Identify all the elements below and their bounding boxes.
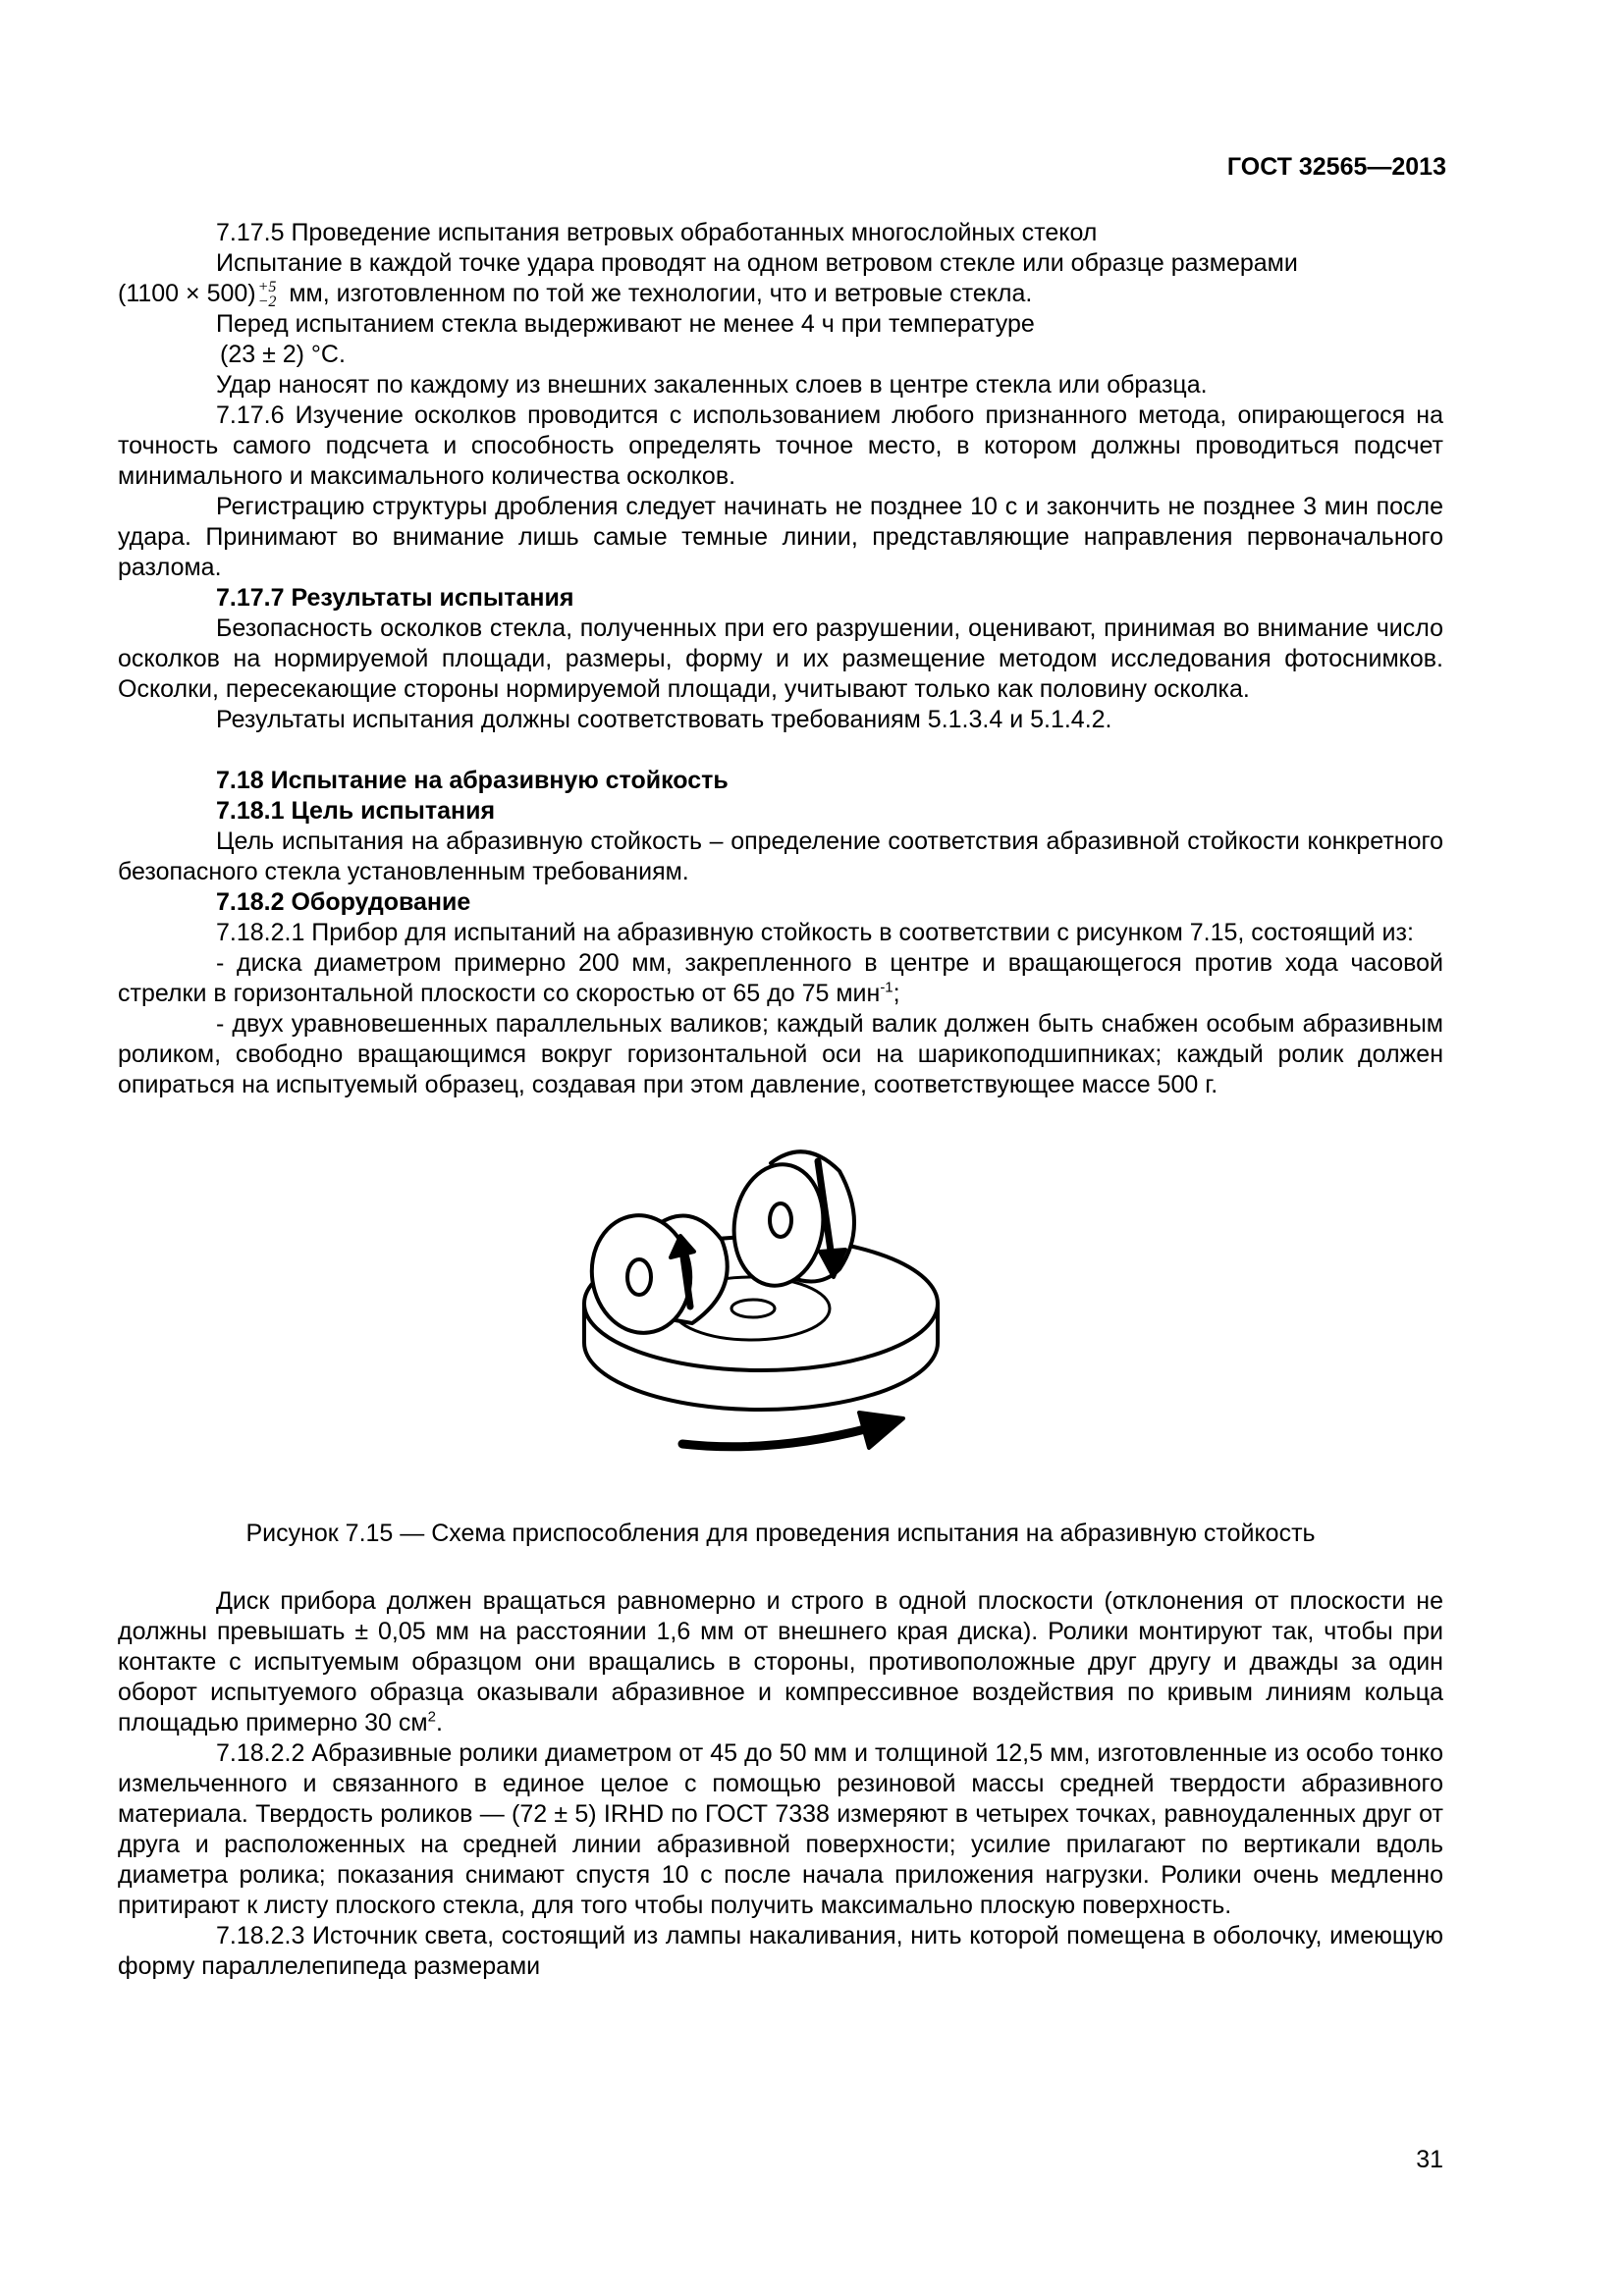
paragraph: Регистрацию структуры дробления следует начинать не позднее 10 с и закончить не позднее 3 мин после удара. Принимают во внимание лишь самые темные линии, представляющие направления первоначального разлома.	[118, 493, 1443, 582]
section-7-18-1-title: 7.18.1 Цель испытания	[216, 797, 496, 826]
paragraph	[118, 1586, 1443, 1738]
superscript: 2	[427, 1709, 436, 1727]
paragraph: Испытание в каждой точке удара проводят на одном ветровом стекле или образце размерами	[216, 249, 1298, 277]
paragraph: 7.18.2.1 Прибор для испытаний на абразивную стойкость в соответствии с рисунком 7.15, состоящий из:	[216, 919, 1414, 947]
paragraph: Цель испытания на абразивную стойкость – определение соответствия абразивной стойкости конкретного безопасного стекла установленным требованиям.	[118, 828, 1443, 886]
list-item: - двух уравновешенных параллельных валиков; каждый валик должен быть снабжен особым абразивным роликом, свободно вращающимся вокруг горизонтальной оси на шарикоподшипниках; каждый ролик должен опираться на испытуемый образец, создавая при этом давление, соответствующее массе 500 г.	[118, 1010, 1443, 1099]
superscript: -1	[880, 980, 893, 997]
paragraph: Результаты испытания должны соответствовать требованиям 5.1.3.4 и 5.1.4.2.	[216, 706, 1112, 734]
list-item-text: - диска диаметром примерно 200 мм, закрепленного в центре и вращающегося против хода часовой стрелки в горизонтальной плоскости со скоростью от 65 до 75 мин	[118, 949, 1443, 1008]
formula-line	[118, 279, 1443, 309]
rotation-arrow-head	[859, 1413, 903, 1448]
figure-7-15	[118, 1142, 1443, 1505]
paragraph-text: Диск прибора должен вращаться равномерно и строго в одной плоскости (отклонения от плоскости не должны превышать ± 0,05 мм на расстоянии 1,6 мм от внешнего края диска). Ролики монтируют так, чтобы при контакте с испытуемым образцом они вращались в стороны, противоположные друг другу и дважды за один оборот испытуемого образца оказывали абразивное и компрессивное воздействия по кривым линиям кольца площадью примерно 30 см	[118, 1587, 1443, 1737]
rotation-arrow	[682, 1428, 869, 1447]
section-7-17-6-paragraph: 7.17.6 Изучение осколков проводится с использованием любого признанного метода, опирающегося на точность самого подсчета и способность определять точное место, в котором должны проводиться подсчет минимального и максимального количества осколков.	[118, 401, 1443, 491]
paragraph: (23 ± 2) °С.	[220, 341, 346, 369]
section-7-18-2-title: 7.18.2 Оборудование	[216, 888, 471, 917]
formula-text: мм, изготовленном по той же технологии, что и ветровые стекла.	[282, 280, 1033, 307]
section-7-17-7-title: 7.17.7 Результаты испытания	[216, 584, 574, 613]
abrasion-apparatus-drawing	[574, 1142, 967, 1505]
paragraph: 7.18.2.2 Абразивные ролики диаметром от 45 до 50 мм и толщиной 12,5 мм, изготовленные из особо тонко измельченного и связанного в единое целое с помощью резиновой массы средней твердости абразивного материала. Твердость роликов — (72 ± 5) IRHD по ГОСТ 7338 измеряют в четырех точках, равноудаленных друг от друга и расположенных на средней линии абразивной поверхности; усилие прилагают по вертикали вдоль диаметра ролика; показания снимают спустя 10 с после начала приложения нагрузки. Ролики очень медленно притирают к листу плоского стекла, для того чтобы получить максимально плоскую поверхность.	[118, 1739, 1443, 1920]
paragraph: Удар наносят по каждому из внешних закаленных слоев в центре стекла или образца.	[216, 371, 1208, 400]
document-body	[118, 218, 1443, 1982]
tolerance	[258, 280, 277, 309]
punctuation: .	[435, 1709, 443, 1737]
page-number: 31	[1416, 2146, 1443, 2173]
punctuation: ;	[893, 980, 900, 1008]
section-7-18-title: 7.18 Испытание на абразивную стойкость	[216, 767, 729, 795]
formula-size: (1100 × 500)	[118, 280, 256, 307]
document-header: ГОСТ 32565—2013	[1226, 153, 1446, 181]
tolerance-plus: +5	[257, 279, 277, 296]
paragraph: Безопасность осколков стекла, полученных при его разрушении, оценивают, принимая во внимание число осколков на нормируемой площади, размеры, форму и их размещение методом исследования фотоснимков. Осколки, пересекающие стороны нормируемой площади, учитывают только как половину осколка.	[118, 614, 1443, 704]
tolerance-minus: −2	[257, 294, 277, 311]
list-item	[118, 948, 1443, 1009]
paragraph: Перед испытанием стекла выдерживают не менее 4 ч при температуре	[216, 310, 1035, 339]
section-7-17-5-title: 7.17.5 Проведение испытания ветровых обработанных многослойных стекол	[216, 219, 1098, 246]
figure-caption: Рисунок 7.15 — Схема приспособления для проведения испытания на абразивную стойкость	[245, 1520, 1316, 1548]
paragraph: 7.18.2.3 Источник света, состоящий из лампы накаливания, нить которой помещена в оболочку, имеющую форму параллелепипеда размерами	[118, 1922, 1443, 1981]
